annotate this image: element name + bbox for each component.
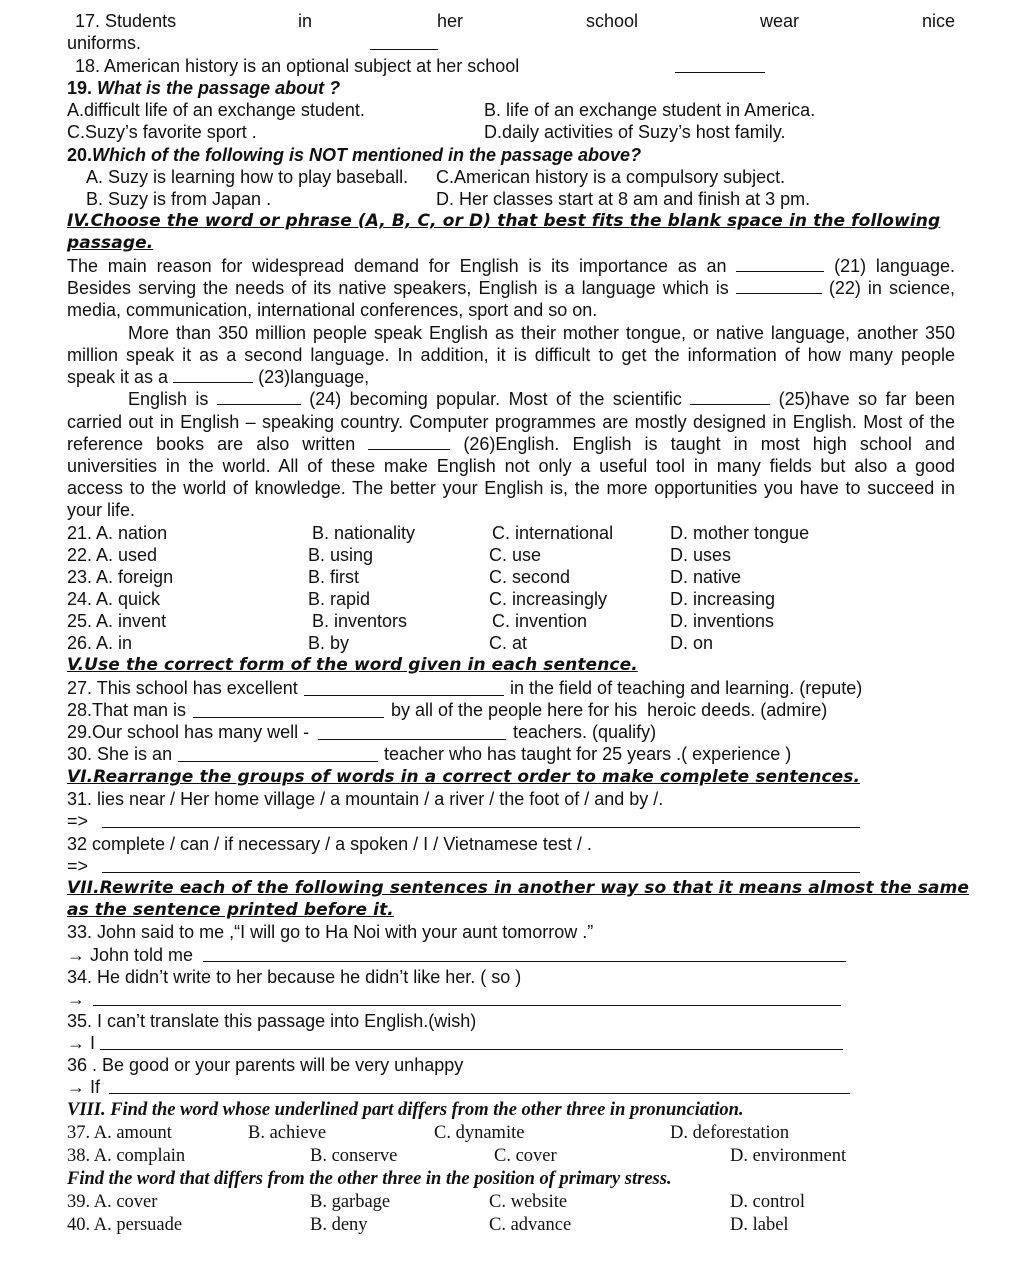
q22-option-c: C. use [489, 545, 542, 565]
q17-word-3: her [437, 11, 464, 31]
q24-option-c: C. increasingly [489, 589, 608, 609]
section-8-title: VIII. Find the word whose underlined part differs from the other three in pronunciation. [67, 1100, 744, 1120]
q34-stem: → [67, 989, 85, 1009]
passage-line-11: access to the world of knowledge. The better your English is, the more opportunities you have to succeed in [67, 478, 955, 498]
q32-answer-line[interactable] [102, 872, 860, 873]
passage-line-8: carried out in English – speaking country. Computer programmes are mostly designed in English. Most of the [67, 412, 955, 432]
blank-24[interactable] [217, 389, 301, 405]
q33-stem: → John told me [67, 945, 194, 965]
q20-option-b: B. Suzy is from Japan . [86, 189, 272, 209]
q17-word-1: 17. Students [75, 11, 177, 31]
passage-line-9: reference books are also written (26)English. English is taught in most high school and [67, 434, 955, 454]
section-4-title: IV.Choose the word or phrase (A, B, C, or D) that best fits the blank space in the following [67, 211, 941, 231]
q25-option-c: C. invention [492, 611, 588, 631]
section-5-title: V.Use the correct form of the word given in each sentence. [67, 655, 638, 675]
q40-option-d: D. label [730, 1215, 789, 1235]
q38-option-b: B. conserve [310, 1146, 398, 1166]
q32-text: 32 complete / can / if necessary / a spoken / I / Vietnamese test / . [67, 834, 592, 854]
passage-line-2: Besides serving the needs of its native speakers, English is a language which is (22) in science, [67, 278, 955, 298]
q23-option-b: B. first [308, 567, 360, 587]
q29-answer-blank[interactable] [318, 739, 506, 740]
q19-option-a: A.difficult life of an exchange student. [67, 100, 365, 120]
q26-option-a: 26. A. in [67, 633, 133, 653]
q21-option-b: B. nationality [312, 523, 416, 543]
q35-stem: → I [67, 1033, 96, 1053]
q23-option-d: D. native [670, 567, 742, 587]
q35-text: 35. I can’t translate this passage into English.(wish) [67, 1011, 477, 1031]
q31-answer-line[interactable] [102, 827, 860, 828]
q24-option-b: B. rapid [308, 589, 371, 609]
q34-answer-line[interactable] [93, 1005, 841, 1006]
q32-arrow: => [67, 856, 89, 876]
q27-text-end: in the field of teaching and learning. (repute) [510, 678, 863, 698]
q22-option-d: D. uses [670, 545, 732, 565]
q28-text-end: by all of the people here for his heroic deeds. (admire) [391, 700, 828, 720]
section-7-title-cont: as the sentence printed before it. [67, 900, 394, 920]
q18-text: 18. American history is an optional subject at her school [75, 56, 520, 76]
q36-answer-line[interactable] [109, 1093, 850, 1094]
passage-line-12: your life. [67, 500, 136, 520]
q26-option-c: C. at [489, 633, 528, 653]
q22-option-b: B. using [308, 545, 374, 565]
section-7-title: VII.Rewrite each of the following sentences in another way so that it means almost the same [67, 878, 970, 898]
q39-option-d: D. control [730, 1192, 806, 1212]
q17-word-5: wear [760, 11, 800, 31]
q30-answer-blank[interactable] [178, 761, 378, 762]
passage-line-7: English is (24) becoming popular. Most of the scientific (25)have so far been [128, 389, 955, 409]
q19-option-b: B. life of an exchange student in America. [484, 100, 816, 120]
q20-question: 20.Which of the following is NOT mentioned in the passage above? [67, 145, 642, 165]
q37-option-b: B. achieve [248, 1123, 327, 1143]
q29-text-start: 29.Our school has many well - [67, 722, 310, 742]
q28-answer-blank[interactable] [193, 717, 384, 718]
q39-option-b: B. garbage [310, 1192, 391, 1212]
section-6-title: VI.Rearrange the groups of words in a correct order to make complete sentences. [67, 767, 861, 787]
passage-line-3: media, communication, international conferences, sport and so on. [67, 300, 598, 320]
q24-option-a: 24. A. quick [67, 589, 161, 609]
q26-option-b: B. by [308, 633, 350, 653]
q21-option-a: 21. A. nation [67, 523, 168, 543]
q27-text-start: 27. This school has excellent [67, 678, 298, 698]
q34-text: 34. He didn’t write to her because he didn’t like her. ( so ) [67, 967, 522, 987]
q19-option-c: C.Suzy’s favorite sport . [67, 122, 257, 142]
q29-text-end: teachers. (qualify) [513, 722, 657, 742]
passage-line-1: The main reason for widespread demand for English is its importance as an (21) language. [67, 256, 955, 276]
q39-option-c: C. website [489, 1192, 568, 1212]
q28-text-start: 28.That man is [67, 700, 187, 720]
q26-option-d: D. on [670, 633, 714, 653]
q17-answer-blank[interactable] [370, 49, 438, 50]
q37-option-a: 37. A. amount [67, 1123, 172, 1143]
q17-word-2: in [298, 11, 313, 31]
q24-option-d: D. increasing [670, 589, 776, 609]
q22-option-a: 22. A. used [67, 545, 158, 565]
passage-line-10: universities in the world. All of these make English not only a useful tool in many fields but also a good [67, 456, 955, 476]
q20-option-a: A. Suzy is learning how to play baseball. [86, 167, 409, 187]
q27-answer-blank[interactable] [304, 695, 504, 696]
blank-21[interactable] [736, 256, 824, 272]
q40-option-c: C. advance [489, 1215, 572, 1235]
q18-answer-blank[interactable] [675, 72, 765, 73]
q17-continuation: uniforms. [67, 33, 142, 53]
blank-26[interactable] [368, 434, 450, 450]
blank-23[interactable] [173, 367, 253, 383]
q31-text: 31. lies near / Her home village / a mountain / a river / the foot of / and by /. [67, 789, 664, 809]
q30-text-end: teacher who has taught for 25 years .( experience ) [384, 744, 792, 764]
q25-option-a: 25. A. invent [67, 611, 167, 631]
stress-subsection-title: Find the word that differs from the other three in the position of primary stress. [67, 1169, 672, 1189]
blank-25[interactable] [690, 389, 770, 405]
q38-option-c: C. cover [494, 1146, 557, 1166]
q17-word-6: nice [922, 11, 956, 31]
passage-line-4: More than 350 million people speak English as their mother tongue, or native language, another 350 [128, 323, 955, 343]
blank-22[interactable] [736, 278, 822, 294]
q21-option-c: C. international [492, 523, 614, 543]
q19-option-d: D.daily activities of Suzy’s host family. [484, 122, 786, 142]
q19-question: 19. What is the passage about ? [67, 78, 341, 98]
passage-line-6: speak it as a (23)language, [67, 367, 370, 387]
q36-text: 36 . Be good or your parents will be very unhappy [67, 1055, 464, 1075]
q36-stem: → If [67, 1077, 101, 1097]
q38-option-a: 38. A. complain [67, 1146, 186, 1166]
q33-text: 33. John said to me ,“I will go to Ha Noi with your aunt tomorrow .” [67, 922, 594, 942]
q35-answer-line[interactable] [100, 1049, 843, 1050]
section-4-title-cont: passage. [67, 233, 154, 253]
q37-option-c: C. dynamite [434, 1123, 525, 1143]
q37-option-d: D. deforestation [670, 1123, 790, 1143]
q20-option-c: C.American history is a compulsory subject. [436, 167, 786, 187]
q40-option-a: 40. A. persuade [67, 1215, 183, 1235]
q25-option-b: B. inventors [312, 611, 408, 631]
q33-answer-line[interactable] [203, 961, 846, 962]
q31-arrow: => [67, 811, 89, 831]
q40-option-b: B. deny [310, 1215, 368, 1235]
passage-line-5: million speak it as a second language. In addition, it is difficult to get the information of how many people [67, 345, 955, 365]
q39-option-a: 39. A. cover [67, 1192, 158, 1212]
q21-option-d: D. mother tongue [670, 523, 810, 543]
q30-text-start: 30. She is an [67, 744, 173, 764]
q25-option-d: D. inventions [670, 611, 775, 631]
q17-word-4: school [586, 11, 639, 31]
q20-option-d: D. Her classes start at 8 am and finish at 3 pm. [436, 189, 811, 209]
q38-option-d: D. environment [730, 1146, 847, 1166]
q23-option-c: C. second [489, 567, 571, 587]
q23-option-a: 23. A. foreign [67, 567, 174, 587]
